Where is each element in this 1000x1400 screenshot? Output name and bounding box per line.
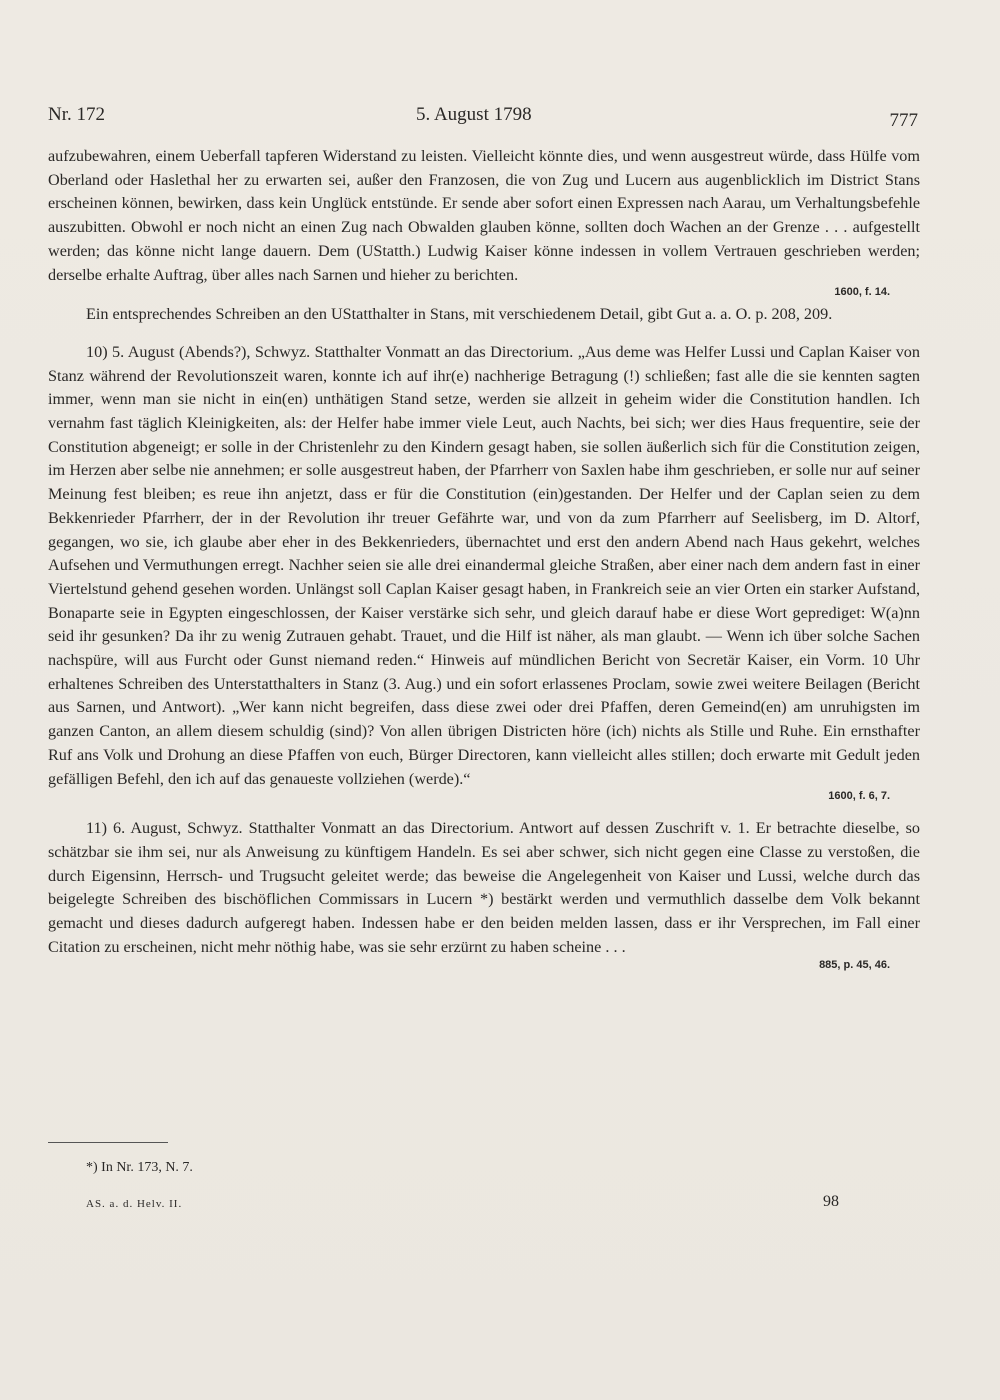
signature-mark: AS. a. d. Helv. II. — [86, 1198, 183, 1210]
entry-11: 11) 6. August, Schwyz. Statthalter Vonmatt an das Directorium. Antwort auf dessen Zuschrift v. 1. Er betrachte dieselbe, so schätzbar sie ihm sei, nur als Anweisung zu künftigem Handeln. Es sei aber schwer, sich nicht gegen eine Classe zu verstoßen, die durch Eigensinn, Herrsch- und Trugsucht geleitet werde; das beweise die Angelegenheit von Kaiser und Lussi, welche durch das beigelegte Schreiben des bischöflichen Commissars in Lucern *) bestärkt werden und vermuthlich dasselbe dem Volk bekannt gemacht und dieses dadurch aufgeregt haben. Indessen habe er den beiden melden lassen, dass er ihr Versprechen, im Fall einer Citation zu erscheinen, nicht mehr nöthig habe, was sie sehr erzürnt zu haben scheine . . . — [48, 819, 920, 956]
archive-reference: 1600, f. 6, 7. — [828, 790, 890, 803]
footnote: *) In Nr. 173, N. 7. — [86, 1160, 193, 1175]
sheet-number: 98 — [823, 1193, 839, 1210]
footnote-divider — [48, 1142, 168, 1143]
entry-10: 10) 5. August (Abends?), Schwyz. Statthalter Vonmatt an das Directorium. „Aus deme was Helfer Lussi und Caplan Kaiser von Stanz während der Revolutionszeit waren, konnte ich auf ihr(e) nachherige Betragung (!) schließen; fast alle die sie kennten sagten immer, wenn man sie nicht in ein(en) unthätigen Stand setze, werden sie allzeit in geheim wider die Constitution handlen. Ich vernahm fast täglich Kleinigkeiten, als: der Helfer habe immer viele Leut, auch Nachts, bei sich; wer dies Haus frequentire, seie der Constitution abgeneigt; er solle in der Christenlehr zu den Kindern gesagt haben, sie sollen äußerlich sich für die Constitution zeigen, im Herzen aber selbe nie annehmen; er solle ausgestreut haben, der Pfarrherr von Saxlen habe ihm geschrieben, er solle nur auf seiner Meinung fest bleiben; es reue ihn anjetzt, dass er für die Constitution (ein)gestanden. Der Helfer und der Caplan seien zu dem Bekkenrieder Pfarrherr, der in der Revolution ihr treuer Gefährte war, und von da zum Pfarrherr auf Seelisberg, im D. Altorf, gegangen, wo sie, ich glaube aber eher in des Bekkenrieders, übernachtet und erst den andern Abend nach Haus gekehrt, welches Aufsehen und Vermuthungen erregt. Nachher seien sie alle drei einandermal gleiche Straßen, aber einer nach dem andern fast in einer Viertelstund gehend gesehen worden. Unlängst soll Caplan Kaiser gesagt haben, in Frankreich seie an vier Orten ein starker Aufstand, Bonaparte seie in Egypten eingeschlossen, der Kaiser verstärke sich sehr, und gleich darauf habe er diese Wort geprediget: W(a)nn seid ihr gesunken? Da ihr zu wenig Zutrauen gehabt. Trauet, und die Hilf ist näher, als man glaubt. — Wenn ich über solche Sachen nachspüre, will aus Furcht oder Gunst niemand reden.“ Hinweis auf mündlichen Bericht von Secretär Kaiser, ein Vorm. 10 Uhr erhaltenes Schreiben des Unterstatthalters in Stanz (3. Aug.) und ein sofort erlassenes Proclam, sowie zwei weitere Beilagen (Bericht aus Sarnen, und Antwort). „Wer kann nicht begreifen, dass diese zwei oder drei Pfaffen, deren Gemeind(en) am unruhigsten im ganzen Canton, an allem diesem schuldig (sind)? Von allen übrigen Districten höre (ich) nichts als Stille und Ruhe. Ein ernsthafter Ruf ans Volk und Drohung an diese Pfaffen von euch, Bürger Directoren, kann vielleicht alles stillen; doch erwarte mit Gedult jeden gefälligen Befehl, den ich auf das genaueste vollziehen (werde).“ — [48, 342, 920, 788]
paragraph-continuation: aufzubewahren, einem Ueberfall tapferen Widerstand zu leisten. Vielleicht könnte dies, und wenn ausgestreut würde, dass Hülfe vom Oberland oder Haslethal her zu erwarten sei, außer den Franzosen, die von Zug und Lucern aus augenblicklich im District Stans erscheinen können, bewirken, dass kein Unglück entstünde. Er sende aber sofort einen Expressen nach Aarau, um Verhaltungsbefehle auszubitten. Obwohl er noch nicht an einen Zug nach Obwalden glauben könne, sollten doch Wachen an der Grenze . . . aufgestellt werden; das könne nicht lange dauern. Dem (UStatth.) Ludwig Kaiser könne indessen in vollem Vertrauen geschrieben werden; derselbe erhalte Auftrag, über alles nach Sarnen und hieher zu berichten. — [48, 147, 920, 284]
archive-reference: 1600, f. 14. — [834, 286, 890, 299]
header-date: 5. August 1798 — [416, 104, 532, 125]
paragraph-note: Ein entsprechendes Schreiben an den UStatthalter in Stans, mit verschiedenem Detail, gibt Gut a. a. O. p. 208, 209. — [86, 305, 833, 324]
page-number: 777 — [889, 110, 918, 131]
document-number: Nr. 172 — [48, 104, 105, 125]
page-header — [48, 104, 918, 132]
page-body — [48, 145, 920, 976]
archive-reference: 885, p. 45, 46. — [819, 958, 890, 971]
